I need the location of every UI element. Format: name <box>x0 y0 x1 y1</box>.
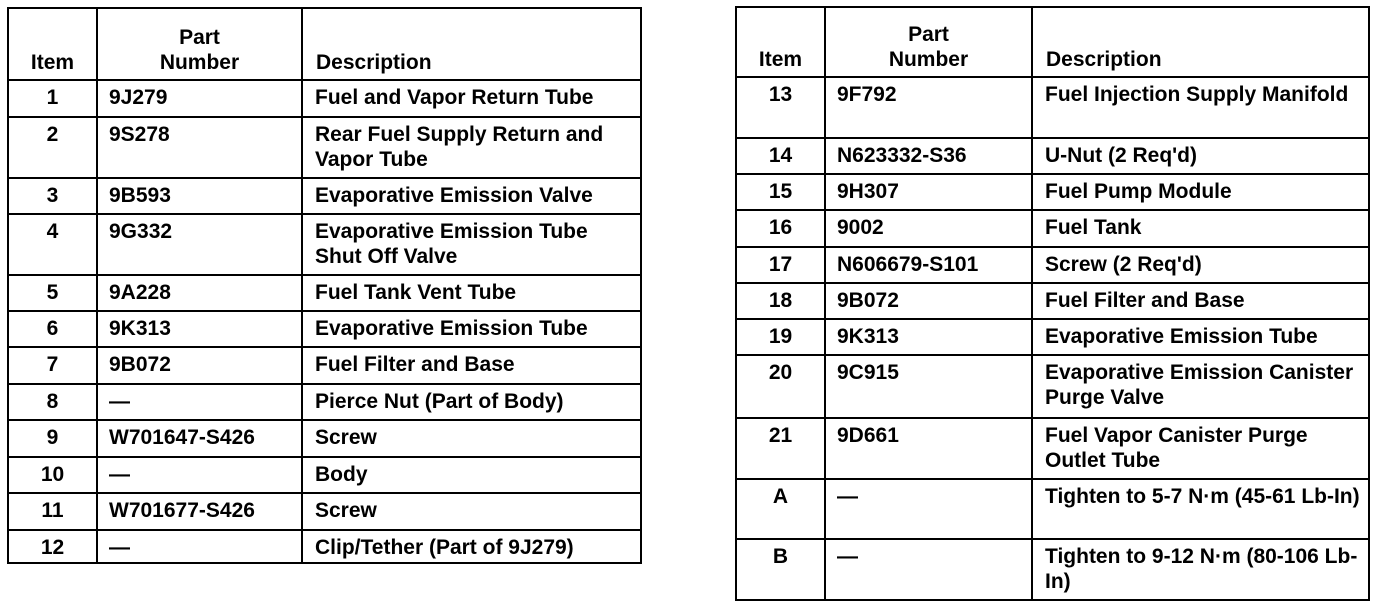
item-cell: 15 <box>736 174 825 210</box>
table-row <box>8 530 641 563</box>
part-number-cell: 9F792 <box>825 77 1032 138</box>
part-number-cell: 9K313 <box>825 319 1032 355</box>
description-cell: Fuel Vapor Canister Purge Outlet Tube <box>1032 418 1369 479</box>
description-cell: Fuel Injection Supply Manifold <box>1032 77 1369 138</box>
table-row <box>736 138 1369 174</box>
item-cell: 13 <box>736 77 825 138</box>
part-number-cell: W701647-S426 <box>97 420 302 457</box>
table-row <box>8 80 641 117</box>
table-row <box>736 247 1369 283</box>
part-number-cell: 9S278 <box>97 117 302 178</box>
item-cell: 2 <box>8 117 97 178</box>
description-cell: Evaporative Emission Tube <box>1032 319 1369 355</box>
description-cell: Screw (2 Req'd) <box>1032 247 1369 283</box>
part-number-cell: — <box>97 530 302 563</box>
description-cell: Fuel Tank <box>1032 210 1369 247</box>
part-number-cell: 9C915 <box>825 355 1032 418</box>
item-cell: 19 <box>736 319 825 355</box>
part-number-cell: 9H307 <box>825 174 1032 210</box>
part-number-cell: 9D661 <box>825 418 1032 479</box>
description-cell: Evaporative Emission Valve <box>302 178 641 214</box>
table-row <box>8 420 641 457</box>
header-part-line2: Number <box>888 48 969 71</box>
part-number-cell: 9K313 <box>97 311 302 347</box>
part-number-cell: 9B593 <box>97 178 302 214</box>
description-cell: Tighten to 9-12 N·m (80-106 Lb-In) <box>1032 539 1369 600</box>
part-number-cell: 9B072 <box>97 347 302 384</box>
header-row <box>8 8 641 80</box>
item-cell: 14 <box>736 138 825 174</box>
header-description: Description <box>302 8 641 80</box>
part-number-cell: N623332-S36 <box>825 138 1032 174</box>
table-row <box>736 210 1369 247</box>
table-row <box>8 384 641 420</box>
header-description: Description <box>1032 7 1369 77</box>
description-cell: Fuel Filter and Base <box>1032 283 1369 319</box>
description-cell: Fuel Tank Vent Tube <box>302 275 641 311</box>
table-row <box>736 174 1369 210</box>
item-cell: A <box>736 479 825 539</box>
item-cell: 8 <box>8 384 97 420</box>
item-cell: 20 <box>736 355 825 418</box>
table-row <box>736 479 1369 539</box>
item-cell: 17 <box>736 247 825 283</box>
table-row <box>8 493 641 530</box>
table-row <box>8 457 641 493</box>
part-number-cell: — <box>97 457 302 493</box>
header-part-line2: Number <box>159 51 240 74</box>
part-number-cell: 9A228 <box>97 275 302 311</box>
table-row <box>736 283 1369 319</box>
item-cell: 11 <box>8 493 97 530</box>
description-cell: Evaporative Emission Tube <box>302 311 641 347</box>
table-row <box>8 311 641 347</box>
item-cell: B <box>736 539 825 600</box>
table-row <box>8 117 641 178</box>
part-number-cell: 9G332 <box>97 214 302 275</box>
item-cell: 1 <box>8 80 97 117</box>
description-cell: Evaporative Emission Canister Purge Valve <box>1032 355 1369 418</box>
item-cell: 10 <box>8 457 97 493</box>
description-cell: Evaporative Emission Tube Shut Off Valve <box>302 214 641 275</box>
part-number-cell: N606679-S101 <box>825 247 1032 283</box>
description-cell: Fuel Pump Module <box>1032 174 1369 210</box>
table-row <box>8 275 641 311</box>
description-cell: Screw <box>302 420 641 457</box>
item-cell: 6 <box>8 311 97 347</box>
part-number-cell: 9B072 <box>825 283 1032 319</box>
item-cell: 18 <box>736 283 825 319</box>
item-cell: 3 <box>8 178 97 214</box>
item-cell: 21 <box>736 418 825 479</box>
part-number-cell: 9002 <box>825 210 1032 247</box>
item-cell: 16 <box>736 210 825 247</box>
part-number-cell: W701677-S426 <box>97 493 302 530</box>
parts-table-left <box>7 7 642 564</box>
part-number-cell: — <box>97 384 302 420</box>
item-cell: 5 <box>8 275 97 311</box>
description-cell: Rear Fuel Supply Return and Vapor Tube <box>302 117 641 178</box>
table-row <box>736 418 1369 479</box>
table-row <box>8 214 641 275</box>
parts-table-right <box>735 6 1370 601</box>
table-row <box>736 77 1369 138</box>
header-item: Item <box>736 7 825 77</box>
description-cell: Clip/Tether (Part of 9J279) <box>302 530 641 563</box>
description-cell: Tighten to 5-7 N·m (45-61 Lb-In) <box>1032 479 1369 539</box>
table-row <box>8 178 641 214</box>
part-number-cell: — <box>825 479 1032 539</box>
header-part-line1: Part <box>908 23 949 46</box>
item-cell: 7 <box>8 347 97 384</box>
description-cell: Body <box>302 457 641 493</box>
header-row <box>736 7 1369 77</box>
table-row <box>736 539 1369 600</box>
table-row <box>736 319 1369 355</box>
item-cell: 4 <box>8 214 97 275</box>
item-cell: 12 <box>8 530 97 563</box>
table-row <box>8 347 641 384</box>
description-cell: Fuel Filter and Base <box>302 347 641 384</box>
description-cell: Screw <box>302 493 641 530</box>
header-item: Item <box>8 8 97 80</box>
table-row <box>736 355 1369 418</box>
item-cell: 9 <box>8 420 97 457</box>
part-number-cell: — <box>825 539 1032 600</box>
description-cell: Pierce Nut (Part of Body) <box>302 384 641 420</box>
description-cell: Fuel and Vapor Return Tube <box>302 80 641 117</box>
header-part-number <box>825 7 1032 77</box>
description-cell: U-Nut (2 Req'd) <box>1032 138 1369 174</box>
header-part-line1: Part <box>179 26 220 49</box>
header-part-number <box>97 8 302 80</box>
part-number-cell: 9J279 <box>97 80 302 117</box>
